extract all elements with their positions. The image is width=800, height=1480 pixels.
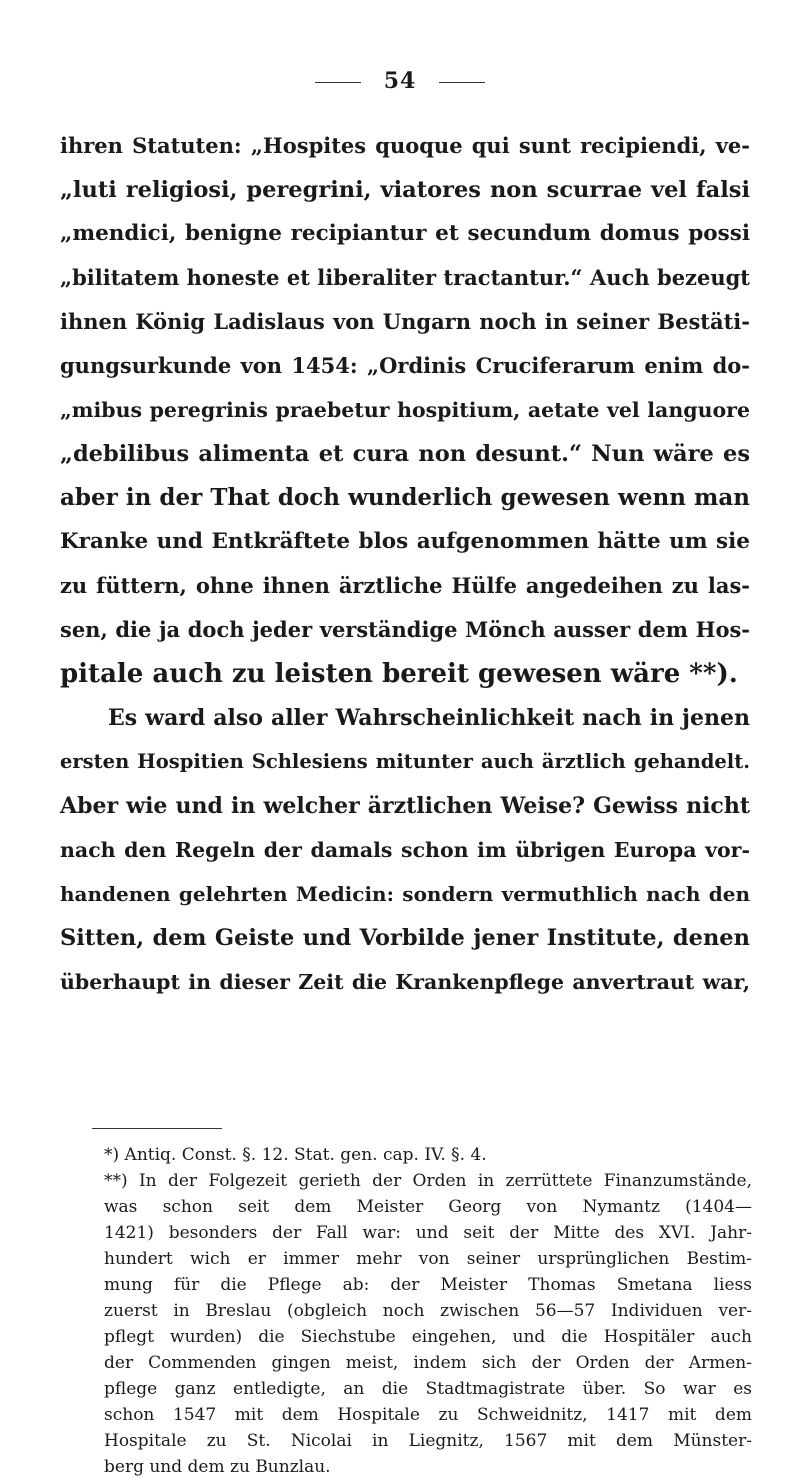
footnote-line: pflege ganz entledigte, an die Stadtmagistrate über. So war es [104,1379,752,1399]
text-line: zu füttern, ohne ihnen ärztliche Hülfe angedeihen zu las- [60,573,750,598]
footnote-line: *) Antiq. Const. §. 12. Stat. gen. cap. IV. §. 4. [104,1145,487,1165]
footnote-line: was schon seit dem Meister Georg von Nymantz (1404— [104,1197,752,1217]
footnote-line: Hospitale zu St. Nicolai in Liegnitz, 1567 mit dem Münster- [104,1431,752,1451]
text-line: „debilibus alimenta et cura non desunt.“ Nun wäre es [60,441,750,467]
footnote-line: zuerst in Breslau (obgleich noch zwischen 56—57 Individuen ver- [104,1301,752,1321]
footnote-line: **) In der Folgezeit gerieth der Orden in zerrüttete Finanzumstände, [104,1171,752,1191]
text-line: Sitten, dem Geiste und Vorbilde jener Institute, denen [60,925,750,951]
footnote-line: mung für die Pflege ab: der Meister Thomas Smetana liess [104,1275,752,1295]
footnote-line: hundert wich er immer mehr von seiner ursprünglichen Bestim- [104,1249,752,1269]
text-line: aber in der That doch wunderlich gewesen wenn man [60,484,750,511]
text-line: Es ward also aller Wahrscheinlichkeit nach in jenen [108,705,750,731]
footnote-separator [92,1128,222,1129]
text-line: Kranke und Entkräftete blos aufgenommen hätte um sie [60,529,750,554]
text-line: „mendici, benigne recipiantur et secundum domus possi [60,221,750,246]
text-line: Aber wie und in welcher ärztlichen Weise? Gewiss nicht [60,793,750,819]
footnote-line: der Commenden gingen meist, indem sich der Orden der Armen- [104,1353,752,1373]
text-line: pitale auch zu leisten bereit gewesen wäre **). [60,659,738,689]
footnotes [104,1142,752,1480]
footnote-line: 1421) besonders der Fall war: und seit der Mitte des XVI. Jahr- [104,1223,752,1243]
text-line: „bilitatem honeste et liberaliter tractantur.“ Auch bezeugt [60,265,750,290]
text-line: nach den Regeln der damals schon im übrigen Europa vor- [60,838,750,862]
text-line: „mibus peregrinis praebetur hospitium, aetate vel languore [60,398,750,422]
text-line: ihren Statuten: „Hospites quoque qui sunt recipiendi, ve- [60,133,750,158]
text-line: überhaupt in dieser Zeit die Krankenpflege anvertraut war, [60,970,750,994]
header-dash-right [439,82,485,83]
footnote-line: pflegt wurden) die Siechstube eingehen, und die Hospitäler auch [104,1327,752,1347]
footnote-line: berg und dem zu Bunzlau. [104,1457,331,1477]
text-line: ihnen König Ladislaus von Ungarn noch in seiner Bestäti- [60,309,750,334]
text-line: ersten Hospitien Schlesiens mitunter auch ärztlich gehandelt. [60,750,750,773]
footnote-line: schon 1547 mit dem Hospitale zu Schweidnitz, 1417 mit dem [104,1405,752,1425]
page-header [0,68,800,94]
header-dash-left [315,82,361,83]
text-line: „luti religiosi, peregrini, viatores non scurrae vel falsi [60,177,750,203]
text-line: gungsurkunde von 1454: „Ordinis Cruciferarum enim do- [60,353,750,378]
text-line: sen, die ja doch jeder verständige Mönch ausser dem Hos- [60,617,750,642]
main-text [60,124,750,1004]
text-line: handenen gelehrten Medicin: sondern vermuthlich nach den [60,882,750,906]
page-number: 54 [383,68,417,94]
